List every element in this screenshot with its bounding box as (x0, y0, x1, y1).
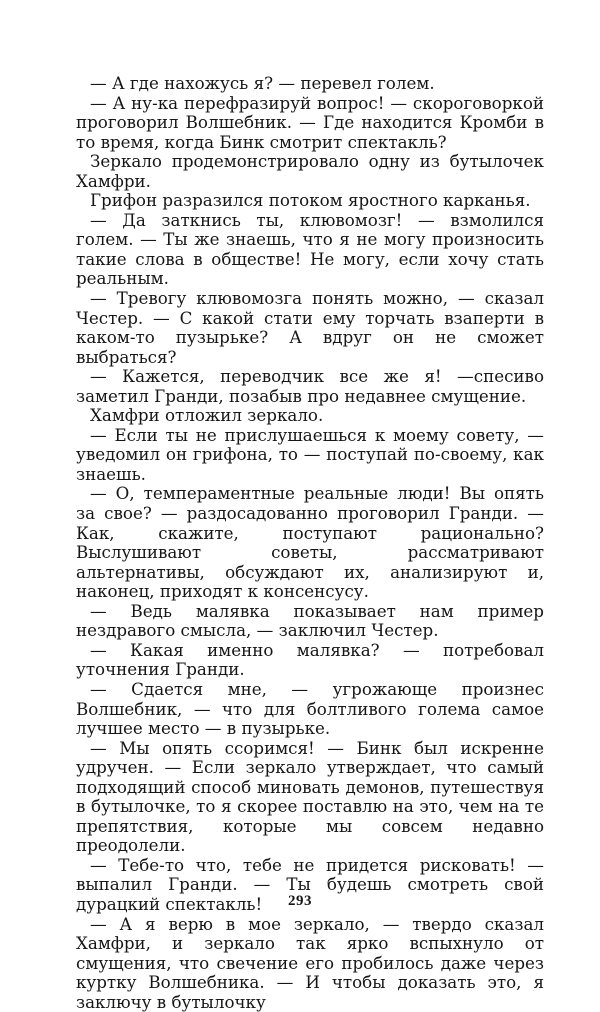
paragraph: Хамфри отложил зеркало. (90, 405, 324, 426)
paragraph: — А я верю в мое зеркало, — твердо сказал Хамфри, и зеркало так ярко вспыхнуло от смущения, что свечение его пробилось даже через куртку Волшебника. — И чтобы доказать это, я заключу в бутылочку (76, 913, 544, 1012)
paragraph: — Если ты не прислушаешься к моему совету, — уведомил он грифона, то — поступай по-своему, как знаешь. (76, 424, 544, 484)
paragraph: — Тревогу клювомозга понять можно, — сказал Честер. — С какой стати ему торчать взаперти в каком-то пузырьке? А вдруг он не сможет выбраться? (76, 288, 544, 367)
page-number: 293 (288, 893, 312, 909)
paragraph: — Ведь малявка показывает нам пример нездравого смысла, — заключил Честер. (76, 600, 544, 641)
paragraph: Зеркало продемонстрировало одну из бутылочек Хамфри. (76, 151, 544, 191)
paragraph: — Какая именно малявка? — потребовал уточнения Гранди. (76, 639, 544, 680)
paragraph: — А ну-ка перефразируй вопрос! — скороговоркой проговорил Волшебник. — Где находится Кромби в то время, когда Бинк смотрит спектакль? (76, 92, 544, 152)
book-page-text (76, 74, 544, 1012)
paragraph: — Тебе-то что, тебе не придется рисковать! — выпалил Гранди. — Ты будешь смотреть свой дурацкий спектакль! (76, 854, 544, 914)
paragraph: — Кажется, переводчик все же я! —спесиво заметил Гранди, позабыв про недавнее смущение. (76, 366, 544, 406)
paragraph: — А где нахожусь я? — перевел голем. (90, 73, 435, 93)
paragraph: — Да заткнись ты, клювомозг! — взмолился голем. — Ты же знаешь, что я не могу произносить такие слова в обществе! Не могу, если хочу стать реальным. (76, 209, 544, 289)
paragraph: — Мы опять ссоримся! — Бинк был искренне удручен. — Если зеркало утверждает, что самый подходящий способ миновать демонов, путешествуя в бутылочке, то я скорее поставлю на это, чем на те препятствия, которые мы совсем недавно преодолели. (76, 737, 544, 856)
paragraph: — О, темпераментные реальные люди! Вы опять за свое? — раздосадованно проговорил Гранди. — Как, скажите, поступают рационально? Выслушивают советы, рассматривают альтернативы, обсуждают их, анализируют и, наконец, приходят к консенсусу. (76, 483, 544, 602)
paragraph: — Сдается мне, — угрожающе произнес Волшебник, — что для болтливого голема самое лучшее место — в пузырьке. (76, 678, 544, 739)
paragraph: Грифон разразился потоком яростного карканья. (90, 190, 531, 211)
